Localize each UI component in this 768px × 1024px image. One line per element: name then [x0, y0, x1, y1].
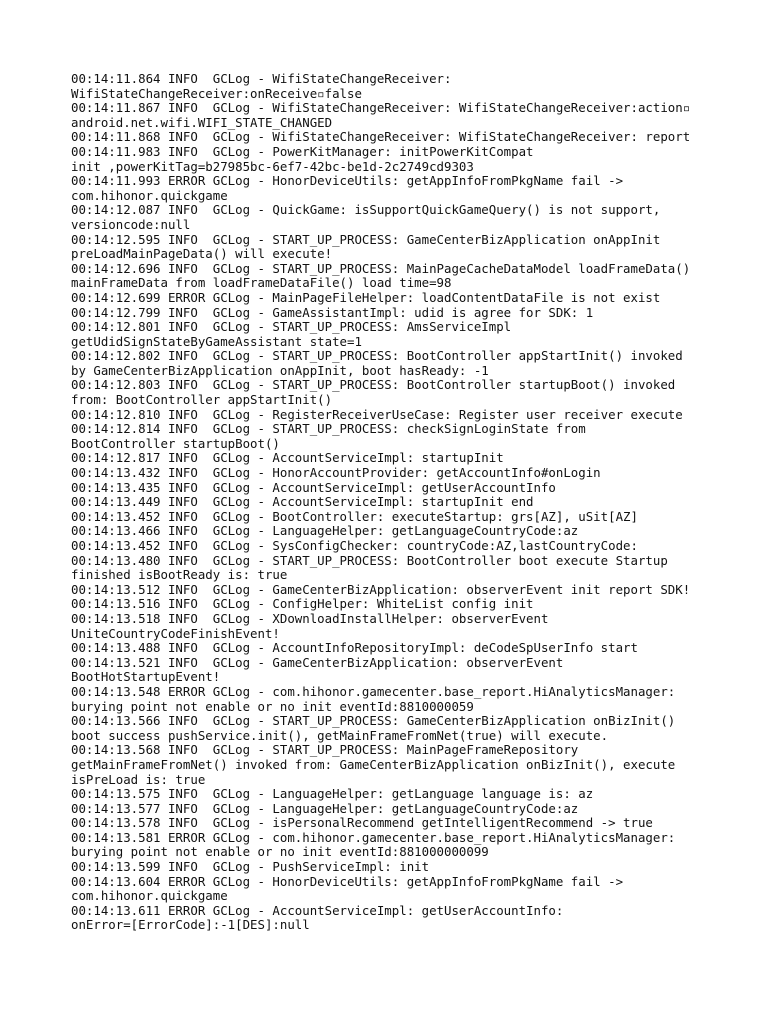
log-line: by GameCenterBizApplication onAppInit, boot hasReady: -1	[71, 362, 489, 378]
log-line: 00:14:11.864 INFO GCLog - WifiStateChangeReceiver:	[71, 71, 452, 86]
log-line: 00:14:13.512 INFO GCLog - GameCenterBizApplication: observerEvent init report SDK!	[71, 581, 691, 597]
log-line: 00:14:11.993 ERROR GCLog - HonorDeviceUtils: getAppInfoFromPkgName fail ->	[71, 173, 624, 189]
log-line: 00:14:11.983 INFO GCLog - PowerKitManager: initPowerKitCompat	[71, 143, 534, 159]
log-line: android.net.wifi.WIFI_STATE_CHANGED	[71, 114, 333, 130]
log-line: finished isBootReady is: true	[71, 567, 288, 583]
log-line: 00:14:11.868 INFO GCLog - WifiStateChangeReceiver: WifiStateChangeReceiver: report	[71, 129, 691, 145]
log-line: 00:14:13.432 INFO GCLog - HonorAccountProvider: getAccountInfo#onLogin	[71, 465, 601, 481]
log-line: 00:14:12.595 INFO GCLog - START_UP_PROCESS: GameCenterBizApplication onAppInit	[71, 231, 661, 247]
log-line: 00:14:13.452 INFO GCLog - SysConfigChecker: countryCode:AZ,lastCountryCode:	[71, 538, 638, 553]
log-line: 00:14:13.568 INFO GCLog - START_UP_PROCESS: MainPageFrameRepository	[71, 742, 579, 758]
log-line: 00:14:13.449 INFO GCLog - AccountServiceImpl: startupInit end	[71, 494, 534, 510]
log-line: BootController startupBoot()	[71, 435, 280, 451]
log-line: 00:14:13.466 INFO GCLog - LanguageHelper: getLanguageCountryCode:az	[71, 523, 579, 539]
log-line: init ,powerKitTag=b27985bc-6ef7-42bc-be1d-2c2749cd9303	[71, 158, 474, 174]
log-line: 00:14:13.518 INFO GCLog - XDownloadInstallHelper: observerEvent	[71, 610, 549, 626]
log-line: BootHotStartupEvent!	[71, 669, 221, 685]
log-line: 00:14:12.810 INFO GCLog - RegisterReceiverUseCase: Register user receiver execute	[71, 406, 683, 422]
log-line: com.hihonor.quickgame	[71, 187, 228, 203]
log-line: burying point not enable or no init eventId:881000000099	[71, 844, 489, 860]
log-line: 00:14:12.817 INFO GCLog - AccountServiceImpl: startupInit	[71, 450, 504, 466]
log-line: 00:14:13.516 INFO GCLog - ConfigHelper: WhiteList config init	[71, 596, 534, 612]
log-line: 00:14:12.814 INFO GCLog - START_UP_PROCESS: checkSignLoginState from	[71, 421, 586, 437]
log-line: 00:14:13.611 ERROR GCLog - AccountServiceImpl: getUserAccountInfo:	[71, 902, 564, 918]
log-line: 00:14:12.802 INFO GCLog - START_UP_PROCESS: BootController appStartInit() invoked	[71, 348, 683, 364]
log-line: 00:14:12.087 INFO GCLog - QuickGame: isSupportQuickGameQuery() is not support,	[71, 202, 661, 218]
log-line: getMainFrameFromNet() invoked from: GameCenterBizApplication onBizInit(), execute	[71, 756, 676, 772]
log-line: 00:14:13.548 ERROR GCLog - com.hihonor.gamecenter.base_report.HiAnalyticsManager:	[71, 683, 676, 699]
log-line: 00:14:13.566 INFO GCLog - START_UP_PROCESS: GameCenterBizApplication onBizInit()	[71, 713, 676, 729]
log-line: 00:14:13.599 INFO GCLog - PushServiceImpl: init	[71, 859, 430, 875]
log-line: 00:14:13.581 ERROR GCLog - com.hihonor.gamecenter.base_report.HiAnalyticsManager:	[71, 829, 676, 845]
log-line: 00:14:11.867 INFO GCLog - WifiStateChangeReceiver: WifiStateChangeReceiver:action▫	[71, 100, 691, 116]
log-line: 00:14:12.799 INFO GCLog - GameAssistantImpl: udid is agree for SDK: 1	[71, 304, 594, 320]
log-line: getUdidSignStateByGameAssistant state=1	[71, 333, 362, 349]
log-line: 00:14:13.575 INFO GCLog - LanguageHelper: getLanguage language is: az	[71, 786, 594, 802]
log-line: 00:14:12.801 INFO GCLog - START_UP_PROCESS: AmsServiceImpl	[71, 319, 512, 335]
log-line: onError=[ErrorCode]:-1[DES]:null	[71, 917, 310, 933]
log-line: com.hihonor.quickgame	[71, 888, 228, 904]
log-document	[71, 72, 751, 933]
log-line: versioncode:null	[71, 216, 191, 232]
log-line: 00:14:13.577 INFO GCLog - LanguageHelper: getLanguageCountryCode:az	[71, 800, 579, 816]
log-line: 00:14:12.699 ERROR GCLog - MainPageFileHelper: loadContentDataFile is not exist	[71, 289, 661, 305]
log-line: mainFrameData from loadFrameDataFile() load time=98	[71, 275, 452, 291]
log-line: 00:14:13.578 INFO GCLog - isPersonalRecommend getIntelligentRecommend -> true	[71, 815, 653, 831]
log-line: 00:14:13.480 INFO GCLog - START_UP_PROCESS: BootController boot execute Startup	[71, 552, 668, 568]
log-line: boot success pushService.init(), getMainFrameFromNet(true) will execute.	[71, 727, 609, 743]
log-line: 00:14:13.435 INFO GCLog - AccountServiceImpl: getUserAccountInfo	[71, 479, 556, 495]
log-line: preLoadMainPageData() will execute!	[71, 246, 333, 262]
log-line: 00:14:12.696 INFO GCLog - START_UP_PROCESS: MainPageCacheDataModel loadFrameData()	[71, 260, 691, 276]
log-line: UniteCountryCodeFinishEvent!	[71, 625, 280, 641]
log-line: 00:14:13.488 INFO GCLog - AccountInfoRepositoryImpl: deCodeSpUserInfo start	[71, 640, 638, 656]
log-line: from: BootController appStartInit()	[71, 392, 333, 408]
log-line: 00:14:13.521 INFO GCLog - GameCenterBizApplication: observerEvent	[71, 654, 564, 670]
log-line: WifiStateChangeReceiver:onReceive▫false	[71, 85, 362, 101]
log-line: burying point not enable or no init eventId:8810000059	[71, 698, 474, 714]
log-line: 00:14:13.452 INFO GCLog - BootController: executeStartup: grs[AZ], uSit[AZ]	[71, 508, 638, 524]
log-line: 00:14:12.803 INFO GCLog - START_UP_PROCESS: BootController startupBoot() invoked	[71, 377, 676, 393]
log-line: isPreLoad is: true	[71, 771, 206, 787]
log-line: 00:14:13.604 ERROR GCLog - HonorDeviceUtils: getAppInfoFromPkgName fail ->	[71, 873, 624, 889]
